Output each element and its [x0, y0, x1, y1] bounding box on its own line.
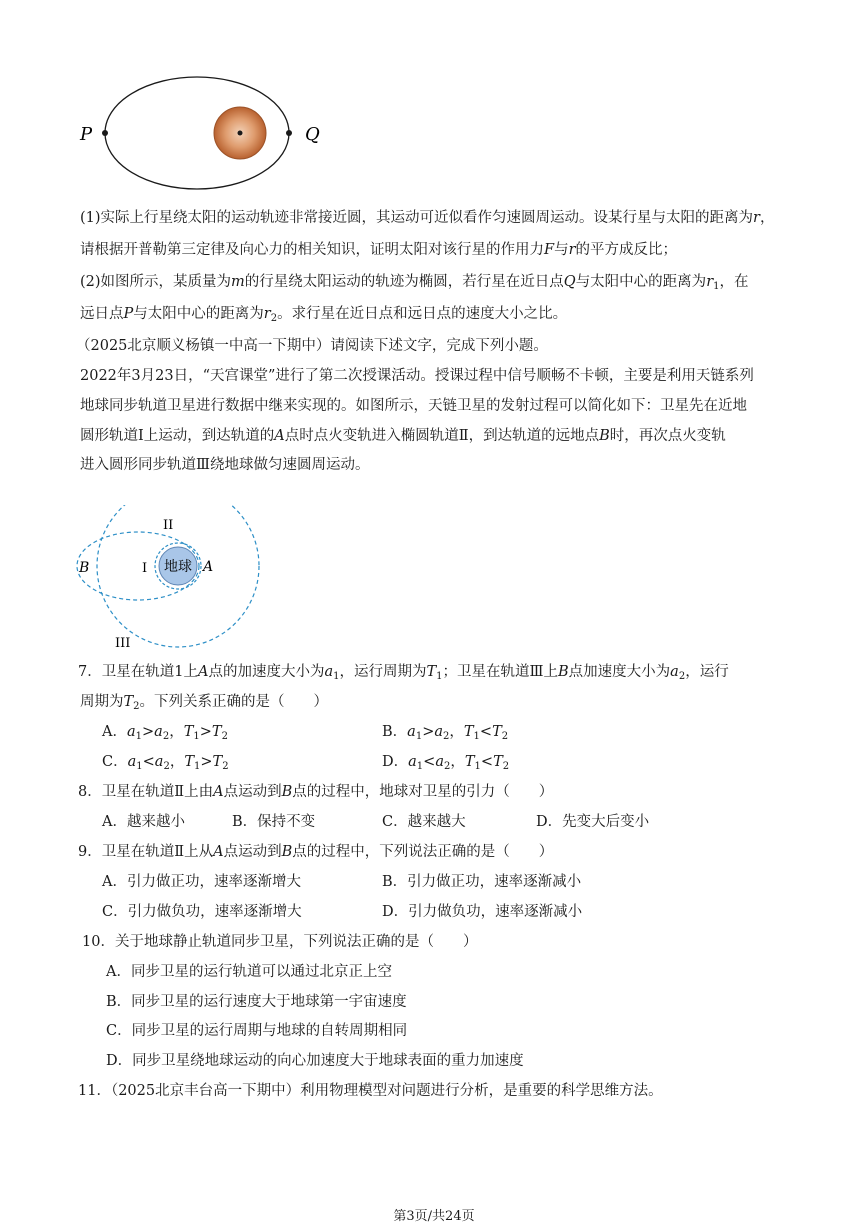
- q11-stem: 11．（2025北京丰台高一下期中）利用物理模型对问题进行分析，是重要的科学思维方法。: [78, 1083, 663, 1099]
- satellite-orbit-figure: [75, 505, 275, 655]
- passage-source: （2025北京顺义杨镇一中高一下期中）请阅读下述文字，完成下列小题。: [76, 338, 548, 354]
- q-planet-line-1: (1)实际上行星绕太阳的运动轨迹非常接近圆，其运动可近似看作匀速圆周运动。设某行星与太阳的距离为r，: [80, 210, 775, 226]
- q10-option-c[interactable]: C．同步卫星的运行周期与地球的自转周期相同: [106, 1023, 408, 1039]
- passage-line-2: 地球同步轨道卫星进行数据中继来实现的。如图所示，天链卫星的发射过程可以简化如下：卫星先在近地: [80, 398, 747, 414]
- passage-line-3: 圆形轨道Ⅰ上运动，到达轨道的A点时点火变轨进入椭圆轨道Ⅱ，到达轨道的远地点B时，再次点火变轨: [80, 428, 726, 444]
- q7-stem-line-1: 7．卫星在轨道1上A点的加速度大小为$a_1$，运行周期为$T_1$；卫星在轨道Ⅲ上B点加速度大小为$a_2$，运行: [78, 664, 729, 682]
- q9-stem: 9．卫星在轨道Ⅱ上从A点运动到B点的过程中，下列说法正确的是（ ）: [78, 844, 554, 860]
- q7-option-b[interactable]: B．$a_1>a_2$，$T_1<T_2$: [382, 724, 509, 742]
- label-iii: III: [115, 636, 131, 651]
- point-p-dot: [102, 130, 108, 136]
- label-a: A: [203, 559, 214, 575]
- q7-option-a[interactable]: A．$a_1>a_2$，$T_1>T_2$: [102, 724, 228, 742]
- q9-option-b[interactable]: B．引力做正功，速率逐渐减小: [382, 874, 582, 890]
- q7-option-d[interactable]: D．$a_1<a_2$，$T_1<T_2$: [382, 754, 510, 772]
- q9-option-a[interactable]: A．引力做正功，速率逐渐增大: [102, 874, 301, 890]
- label-ii: II: [163, 518, 174, 533]
- q10-stem: 10．关于地球静止轨道同步卫星，下列说法正确的是（ ）: [82, 934, 478, 950]
- q10-option-b[interactable]: B．同步卫星的运行速度大于地球第一宇宙速度: [106, 994, 407, 1010]
- point-q-dot: [286, 130, 292, 136]
- q8-option-d[interactable]: D．先变大后变小: [536, 814, 650, 830]
- q-planet-line-4: 远日点P与太阳中心的距离为$r_2$。求行星在近日点和远日点的速度大小之比。: [80, 306, 568, 324]
- sun-center-dot: [238, 131, 243, 136]
- label-p: P: [80, 124, 93, 145]
- q9-option-d[interactable]: D．引力做负功，速率逐渐减小: [382, 904, 583, 920]
- page-footer: 第3页/共24页: [393, 1209, 475, 1224]
- label-b: B: [79, 560, 90, 576]
- q8-stem: 8．卫星在轨道Ⅱ上由A点运动到B点的过程中，地球对卫星的引力（ ）: [78, 784, 554, 800]
- q10-option-d[interactable]: D．同步卫星绕地球运动的向心加速度大于地球表面的重力加速度: [106, 1053, 524, 1069]
- passage-line-1: 2022年3月23日，“天宫课堂”进行了第二次授课活动。授课过程中信号顺畅不卡顿，主要是利用天链系列: [80, 368, 754, 384]
- q7-option-c[interactable]: C．$a_1<a_2$，$T_1>T_2$: [102, 754, 229, 772]
- q8-option-a[interactable]: A．越来越小: [102, 814, 185, 830]
- label-q: Q: [305, 124, 320, 145]
- q10-option-a[interactable]: A．同步卫星的运行轨道可以通过北京正上空: [106, 964, 392, 980]
- q8-option-b[interactable]: B．保持不变: [232, 814, 316, 830]
- planet-orbit-figure: [75, 58, 345, 198]
- label-i: I: [142, 561, 148, 576]
- q7-stem-line-2: 周期为$T_2$。下列关系正确的是（ ）: [80, 694, 329, 712]
- q-planet-line-2: 请根据开普勒第三定律及向心力的相关知识，证明太阳对该行星的作用力F与r的平方成反比；: [80, 242, 677, 258]
- q8-option-c[interactable]: C．越来越大: [382, 814, 466, 830]
- q9-option-c[interactable]: C．引力做负功，速率逐渐增大: [102, 904, 302, 920]
- q-planet-line-3: (2)如图所示，某质量为m的行星绕太阳运动的轨迹为椭圆，若行星在近日点Q与太阳中心的距离为$r_1$，在: [80, 274, 749, 292]
- earth-label: 地球: [164, 559, 192, 575]
- passage-line-4: 进入圆形同步轨道Ⅲ绕地球做匀速圆周运动。: [80, 457, 370, 473]
